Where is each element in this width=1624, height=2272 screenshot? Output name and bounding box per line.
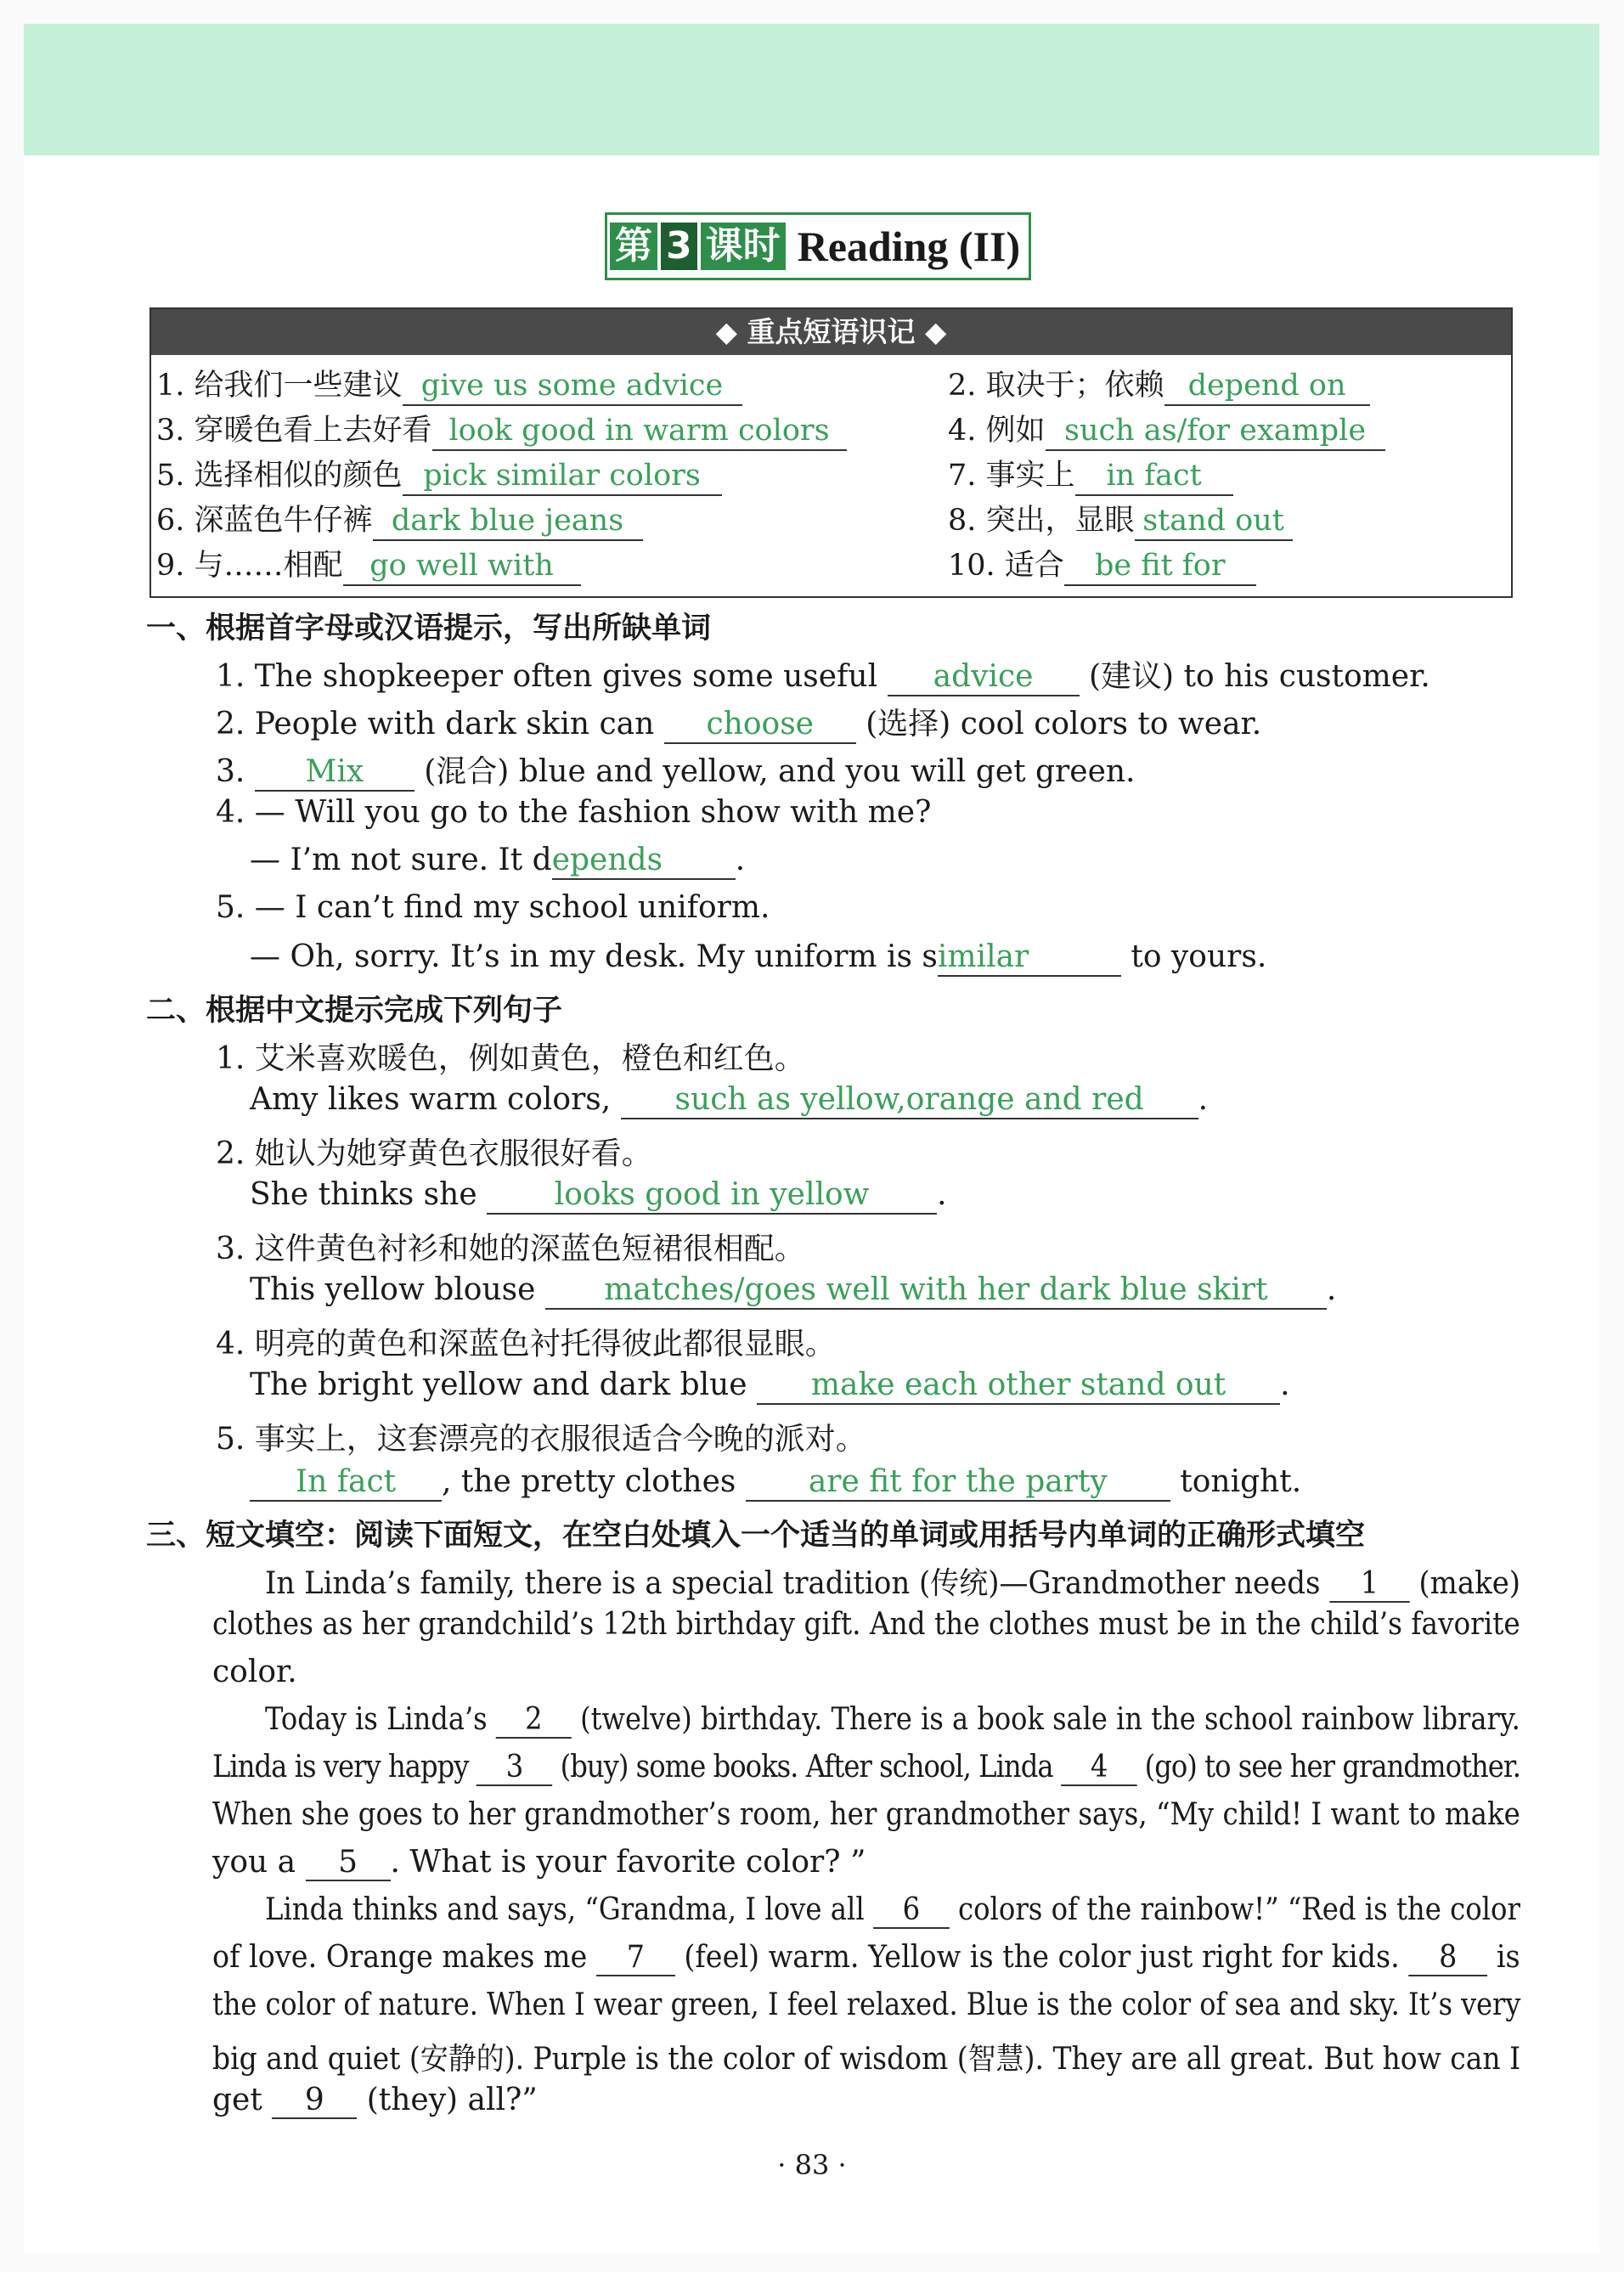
s2-item-1-cn: 1. 艾米喜欢暖色，例如黄色，橙色和红色。	[216, 1041, 805, 1076]
s3-line: of love. Orange makes me 7 (feel) warm. Yellow is the color just right for kids. 8 is	[212, 1940, 1520, 1975]
phrase-answer: look good in warm colors	[432, 412, 847, 451]
phrase-prompt: 4. 例如	[948, 414, 1046, 448]
s2-item-2-en: She thinks she looks good in yellow .	[250, 1177, 947, 1215]
phrase-item	[156, 542, 581, 586]
s2-item-4-en: The bright yellow and dark blue make each other stand out .	[250, 1367, 1290, 1405]
phrase-item	[948, 542, 1256, 586]
phrase-prompt: 7. 事实上	[948, 459, 1075, 493]
s2-answer-1: such as yellow,orange and red	[621, 1082, 1198, 1119]
s3-blank-number: 3	[476, 1750, 553, 1786]
phrase-item	[948, 452, 1233, 496]
s3-blank-number: 1	[1329, 1566, 1409, 1603]
s1-question-4: 4. — Will you go to the fashion show with me?	[216, 795, 932, 830]
s3-blank-number: 7	[596, 1940, 675, 1976]
phrase-answer: such as/for example	[1046, 412, 1385, 451]
top-color-band	[24, 24, 1599, 155]
s2-item-2-cn: 2. 她认为她穿黄色衣服很好看。	[216, 1136, 652, 1171]
s1-answer-3: Mix	[255, 754, 414, 792]
s1-question-3: 3. Mix (混合) blue and yellow, and you will get green.	[216, 747, 1136, 792]
s3-line: Linda thinks and says, “Grandma, I love all 6 colors of the rainbow!” “Red is the color	[265, 1892, 1520, 1927]
key-phrases-header: ◆ 重点短语识记 ◆	[151, 309, 1511, 355]
s3-line: you a 5 . What is your favorite color? ”	[212, 1845, 866, 1880]
s1-answer-5: imilar	[938, 939, 1121, 977]
s2-answer-2: looks good in yellow	[487, 1177, 937, 1215]
s1-answer-1: advice	[888, 659, 1080, 696]
s2-item-5-cn: 5. 事实上，这套漂亮的衣服很适合今晚的派对。	[216, 1422, 866, 1457]
s3-line: In Linda’s family, there is a special tradition (传统)—Grandmother needs 1 (make)	[265, 1566, 1521, 1601]
key-phrases-box	[149, 307, 1513, 598]
s3-blank-number: 9	[272, 2083, 357, 2119]
s3-blank-number: 5	[306, 1845, 391, 1881]
phrase-item	[948, 497, 1293, 541]
s3-line: When she goes to her grandmother’s room, her grandmother says, “My child! I want to make	[212, 1797, 1520, 1832]
s1-question-4-reply: — I’m not sure. It depends .	[250, 843, 745, 880]
s3-blank-number: 2	[496, 1702, 572, 1739]
s2-answer-4: make each other stand out	[757, 1367, 1280, 1405]
phrase-item	[156, 452, 722, 496]
s3-line: big and quiet (安静的). Purple is the color of wisdom (智慧). They are all great. But how can I	[212, 2042, 1521, 2077]
section2-heading: 二、根据中文提示完成下列句子	[146, 994, 563, 1028]
title-chip-di: 第	[610, 223, 657, 270]
phrase-answer: stand out	[1135, 502, 1293, 541]
phrase-item	[156, 497, 643, 541]
phrase-item	[156, 362, 742, 406]
s3-line: Today is Linda’s 2 (twelve) birthday. There is a book sale in the school rainbow library.	[265, 1702, 1520, 1737]
s1-question-2: 2. People with dark skin can choose (选择) cool colors to wear.	[216, 700, 1261, 744]
lesson-title	[605, 212, 1031, 280]
s2-item-4-cn: 4. 明亮的黄色和深蓝色衬托得彼此都很显眼。	[216, 1327, 836, 1362]
s2-item-1-en: Amy likes warm colors, such as yellow,orange and red .	[250, 1082, 1208, 1119]
phrase-answer: give us some advice	[403, 367, 742, 406]
s2-item-5-en: In fact , the pretty clothes are fit for the party tonight.	[250, 1464, 1301, 1502]
phrase-answer: dark blue jeans	[373, 502, 643, 541]
phrase-prompt: 8. 突出，显眼	[948, 504, 1135, 538]
phrase-prompt: 5. 选择相似的颜色	[156, 459, 403, 493]
s1-question-1: 1. The shopkeeper often gives some useful advice (建议) to his customer.	[216, 652, 1430, 696]
s2-answer-3: matches/goes well with her dark blue skirt	[545, 1272, 1327, 1310]
phrase-answer: pick similar colors	[403, 457, 722, 496]
phrase-prompt: 10. 适合	[948, 549, 1064, 583]
s3-line: get 9 (they) all?”	[212, 2083, 538, 2117]
s2-item-3-cn: 3. 这件黄色衬衫和她的深蓝色短裙很相配。	[216, 1232, 805, 1266]
s3-blank-number: 8	[1408, 1940, 1487, 1976]
title-text: Reading (II)	[797, 223, 1021, 270]
phrase-item	[156, 407, 847, 451]
s3-line: clothes as her grandchild’s 12th birthday gift. And the clothes must be in the child’s favorite	[212, 1607, 1520, 1642]
title-chip-number: 3	[661, 223, 697, 270]
phrase-item	[948, 362, 1370, 406]
phrase-answer: go well with	[343, 547, 581, 586]
phrase-prompt: 9. 与……相配	[156, 549, 343, 583]
page-number: · 83 ·	[777, 2149, 847, 2181]
s2-answer-5a: In fact	[250, 1464, 442, 1502]
s3-blank-number: 4	[1061, 1750, 1137, 1786]
s1-answer-4: epends	[552, 843, 736, 880]
phrase-answer: be fit for	[1064, 547, 1256, 586]
phrase-prompt: 3. 穿暖色看上去好看	[156, 414, 432, 448]
phrase-item	[948, 407, 1385, 451]
s3-line: color.	[212, 1655, 297, 1689]
s2-item-3-en: This yellow blouse matches/goes well with her dark blue skirt .	[250, 1272, 1336, 1310]
s2-answer-5b: are fit for the party	[746, 1464, 1170, 1502]
s3-blank-number: 6	[873, 1892, 950, 1929]
section3-heading: 三、短文填空：阅读下面短文，在空白处填入一个适当的单词或用括号内单词的正确形式填空	[146, 1519, 1366, 1553]
s3-line: Linda is very happy 3 (buy) some books. After school, Linda 4 (go) to see her grandmother.	[212, 1750, 1521, 1784]
phrase-answer: depend on	[1164, 367, 1370, 406]
phrase-prompt: 6. 深蓝色牛仔裤	[156, 504, 373, 538]
phrase-answer: in fact	[1075, 457, 1233, 496]
title-chip-keshi: 课时	[701, 223, 786, 270]
phrase-prompt: 2. 取决于；依赖	[948, 369, 1164, 403]
s3-line: the color of nature. When I wear green, I feel relaxed. Blue is the color of sea and sky. It’s very	[212, 1987, 1521, 2022]
s1-answer-2: choose	[664, 707, 856, 744]
section1-heading: 一、根据首字母或汉语提示，写出所缺单词	[146, 612, 712, 646]
phrase-prompt: 1. 给我们一些建议	[156, 369, 403, 403]
s1-question-5-reply: — Oh, sorry. It’s in my desk. My uniform is similar to yours.	[250, 939, 1266, 977]
s1-question-5: 5. — I can’t find my school uniform.	[216, 890, 770, 925]
